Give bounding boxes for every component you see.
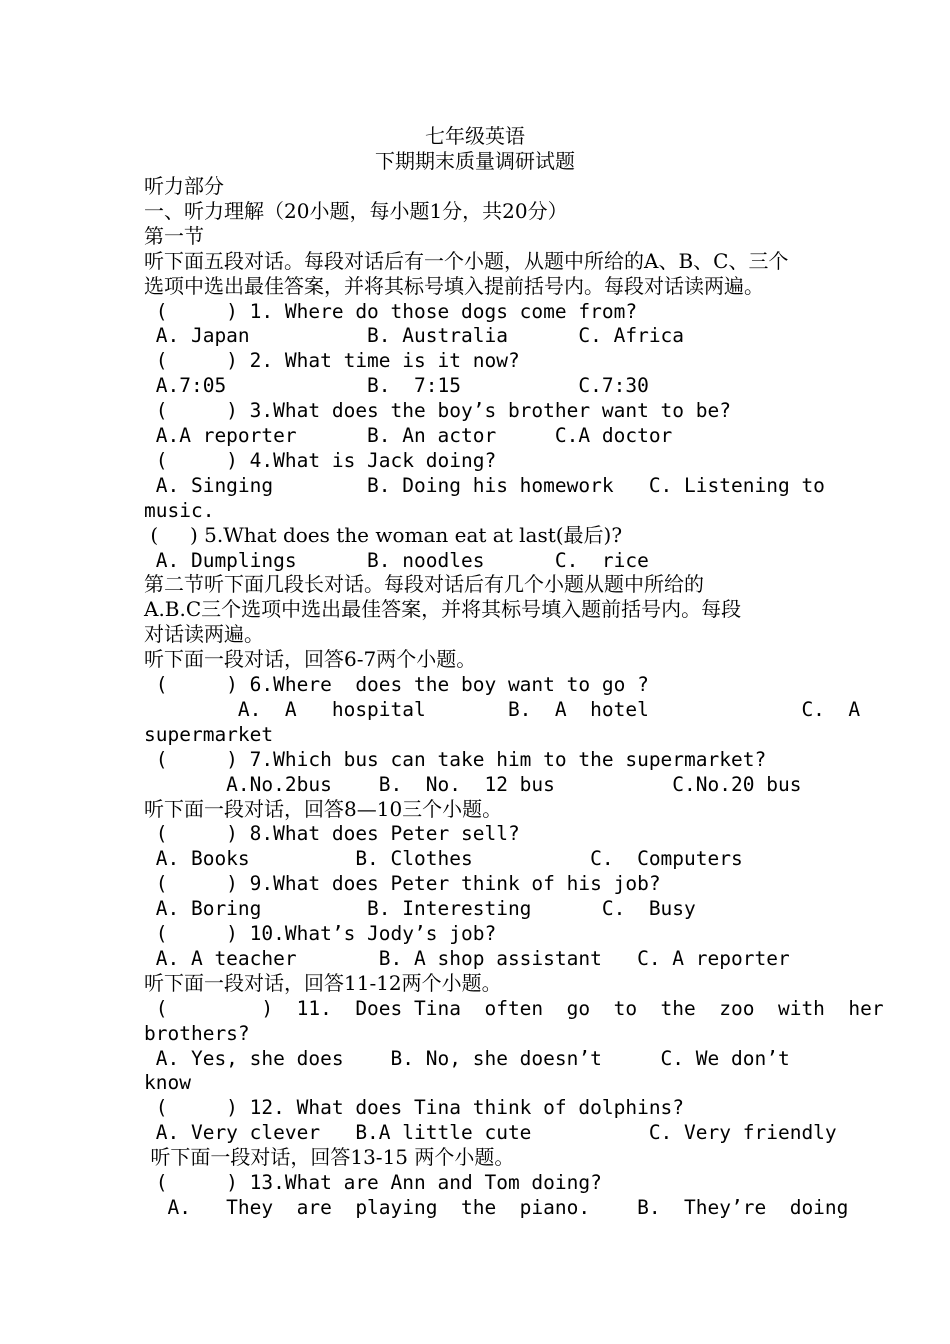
exam-title-grade: 七年级英语 [425, 124, 525, 148]
exam-line: ( ) 9.What does Peter think of his job? [144, 872, 661, 896]
exam-line: ( ) 11. Does Tina often go to the zoo with her [144, 996, 884, 1020]
exam-line: A. Singing B. Doing his homework C. Listening to [144, 473, 825, 497]
exam-line: A. Yes, she does B. No, she doesn’t C. We don’t [144, 1046, 790, 1070]
exam-line: A.B.C三个选项中选出最佳答案，并将其标号填入题前括号内。每段 [144, 597, 742, 622]
exam-line: A. Japan B. Australia C. Africa [144, 324, 685, 348]
exam-line: ( ) 7.Which bus can take him to the supermarket? [144, 747, 767, 771]
exam-line: brothers? [144, 1021, 250, 1045]
exam-line: music. [144, 498, 215, 522]
exam-line: ( ) 6.Where does the boy want to go ? [144, 673, 649, 696]
exam-line: ( ) 3.What does the boy’s brother want to be? [144, 399, 731, 423]
exam-line: ( ) 8.What does Peter sell? [144, 822, 520, 846]
exam-line: A.7:05 B. 7:15 C.7:30 [144, 374, 649, 398]
exam-line: A. Dumplings B. noodles C. rice [144, 548, 649, 572]
exam-line: 对话读两遍。 [144, 622, 264, 647]
exam-line: ( ) 2. What time is it now? [144, 349, 520, 373]
exam-line: 听下面一段对话，回答13-15 两个小题。 [144, 1145, 515, 1170]
exam-line: 听下面一段对话，回答11-12两个小题。 [144, 970, 502, 995]
exam-line: 听下面一段对话，回答8—10三个小题。 [144, 796, 503, 821]
exam-line: ( ) 10.What’s Jody’s job? [144, 922, 497, 945]
exam-line: ( ) 1. Where do those dogs come from? [144, 299, 638, 323]
exam-line: A. They are playing the piano. B. They’re doing [144, 1195, 849, 1219]
exam-line: A. Boring B. Interesting C. Busy [144, 897, 696, 921]
exam-line: A. Books B. Clothes C. Computers [144, 847, 743, 871]
exam-line: 听下面一段对话，回答6-7两个小题。 [144, 647, 477, 672]
exam-line: know [144, 1071, 191, 1095]
exam-line: 一、听力理解（20小题，每小题1分，共20分） [144, 198, 568, 223]
exam-line: 第一节 [144, 223, 204, 248]
exam-line: A. A hospital B. A hotel C. A [144, 697, 861, 721]
exam-line: A.A reporter B. An actor C.A doctor [144, 424, 673, 447]
exam-line: ( ) 5.What does the woman eat at last(最后)? [144, 522, 623, 547]
exam-line: ( ) 4.What is Jack doing? [144, 448, 497, 472]
exam-line: 听下面五段对话。每段对话后有一个小题，从题中所给的A、B、C、三个 [144, 248, 789, 273]
exam-line: 听力部分 [144, 174, 224, 198]
exam-line: 第二节听下面几段长对话。每段对话后有几个小题从题中所给的 [144, 572, 704, 597]
exam-line: ( ) 12. What does Tina think of dolphins? [144, 1096, 685, 1120]
exam-line: 选项中选出最佳答案，并将其标号填入提前括号内。每段对话读两遍。 [144, 273, 764, 298]
exam-line: supermarket [144, 722, 274, 746]
exam-title-main: 下期期末质量调研试题 [375, 149, 575, 173]
exam-line: A. A teacher B. A shop assistant C. A reporter [144, 946, 790, 970]
exam-line: A. Very clever B.A little cute C. Very friendly [144, 1121, 837, 1145]
exam-line: ( ) 13.What are Ann and Tom doing? [144, 1171, 602, 1194]
exam-line: A.No.2bus B. No. 12 bus C.No.20 bus [144, 772, 802, 796]
